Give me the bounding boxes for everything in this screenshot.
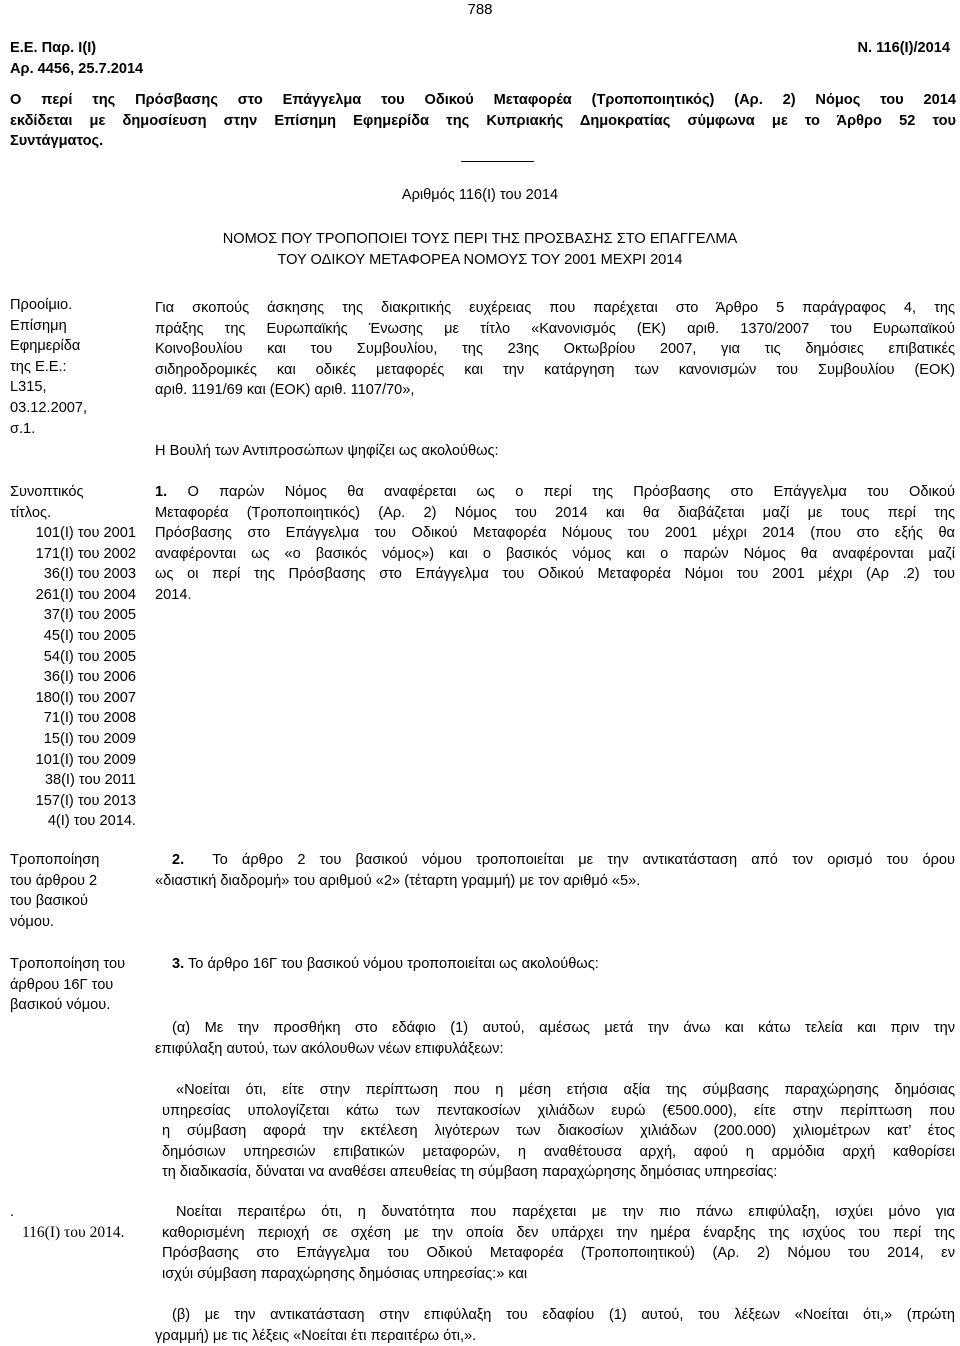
margin-note-line: Εφημερίδα [10, 338, 81, 355]
body-line: γραμμή) με τις λέξεις «Νοείται έτι περαιτέρω ότι,». [155, 1327, 477, 1344]
law-list-item: 15(Ι) του 2009 [43, 730, 136, 747]
margin-note-line: άρθρου 16Γ του [10, 976, 114, 993]
body-line: η σύμβαση αφορά την εκτέλεση λιγότερων των διακοσίων χιλιάδων (200.000) χιλιομέτρων κατ’ έτος [162, 1123, 955, 1140]
margin-note-line: νόμου. [10, 913, 54, 930]
body-line: Μεταφορέα (Τροποποιητικός) (Αρ. 2) Νόμος του 2014 και θα διαβάζεται μαζί με τους περί της [155, 504, 955, 521]
section-2-cont [155, 871, 955, 892]
page-number: 788 [467, 1, 493, 18]
law-list-item: 37(Ι) του 2005 [43, 607, 136, 624]
margin-note-line: Επίσημη [10, 317, 67, 334]
law-list-item: 54(Ι) του 2005 [43, 648, 136, 665]
body-line: αριθ. 1191/69 και (ΕΟΚ) αριθ. 1107/70», [155, 382, 415, 399]
body-line [172, 954, 955, 975]
enactment-formula: Η Βουλή των Αντιπροσώπων ψηφίζει ως ακολούθως: [155, 443, 499, 459]
law-title [0, 229, 960, 270]
inserted-proviso-1 [162, 1080, 955, 1183]
law-list-item: 71(Ι) του 2008 [43, 710, 136, 727]
margin-dot: . [10, 1204, 15, 1220]
margin-note-line: Προοίμιο. [10, 297, 73, 313]
inserted-proviso-2 [162, 1202, 955, 1284]
body-line: «Νοείται ότι, είτε στην περίπτωση που η μέση ετήσια αξία της σύμβασης παραχώρησης δημόσιας [176, 1082, 955, 1098]
separator-rule [461, 161, 534, 162]
law-title-line: ΝΟΜΟΣ ΠΟΥ ΤΡΟΠΟΠΟΙΕΙ ΤΟΥΣ ΠΕΡΙ ΤΗΣ ΠΡΟΣΒΑΣΗΣ ΣΤΟ ΕΠΑΓΓΕΛΜΑ [222, 231, 738, 247]
law-number: Αριθμός 116(Ι) του 2014 [401, 187, 559, 203]
section-2-text: Το άρθρο 2 του βασικού νόμου τροποποιείται με την αντικατάσταση από τον ορισμό του όρου [212, 852, 955, 868]
law-list-item: 38(Ι) του 2011 [44, 772, 136, 789]
body-line: Πρόσβασης στο Επάγγελμα του Οδικού Μεταφορέα (Τροποποιητικού) (Αρ. 2) Νόμου του 2014, εν [162, 1245, 955, 1262]
body-line: (β) με την αντικατάσταση στην επιφύλαξη του εδαφίου (1) αυτού, του λέξεων «Νοείται ότι,» (πρώτη [172, 1307, 955, 1323]
intro-line: Ο περί της Πρόσβασης στο Επάγγελμα του Οδικού Μεταφορέα (Τροποποιητικός) (Αρ. 2) Νόμος του 2014 [10, 92, 956, 108]
body-line: καθορισμένη περιοχή σε σχέση με την οποία δεν υπάρχει την ημέρα έναρξης της ισχύος του περί της [162, 1224, 955, 1241]
margin-note-line: L315, [10, 379, 47, 396]
margin-note-line: της Ε.Ε.: [10, 358, 67, 375]
body-line: ισχύι σύμβαση παραχώρησης δημόσιας υπηρεσίας:» και [162, 1265, 528, 1282]
gazette-part: Ε.Ε. Παρ. Ι(Ι) [10, 40, 97, 56]
margin-note-line: 03.12.2007, [10, 399, 88, 416]
law-list-item: 45(Ι) του 2005 [43, 627, 136, 644]
intro-line: Συντάγματος. [10, 133, 104, 150]
gazette-header [10, 38, 143, 79]
law-list-item: 157(Ι) του 2013 [35, 792, 136, 809]
promulgation-notice [10, 90, 956, 152]
margin-note-law-list [10, 523, 136, 832]
margin-note-line: Συνοπτικός [10, 484, 84, 500]
section-number: 2. [172, 852, 185, 868]
margin-note-line: του άρθρου 2 [10, 872, 98, 889]
body-line: υπηρεσίας υπολογίζεται κάτω των πεντακοσίων χιλιάδων ευρώ (€500.000), είτε στην περίπτωση που [162, 1102, 955, 1119]
body-line: «διαστική διαδρομή» του αριθμού «2» (τέταρτη γραμμή) με τον αριθμό «5». [155, 873, 641, 889]
law-list-item: 101(Ι) του 2009 [35, 751, 136, 768]
body-line: δημόσιων υπηρεσιών επιβατικών μεταφορών, η αναθέτουσα αρχή, αφού η αρμόδια αρχή καθορίσει [162, 1143, 955, 1160]
margin-note-line: Τροποποίηση [10, 852, 100, 868]
subparagraph-a [155, 1018, 955, 1059]
section-3 [172, 954, 955, 975]
body-line [172, 850, 955, 871]
intro-line: εκδίδεται με δημοσίευση στην Επίσημη Εφημερίδα της Κυπριακής Δημοκρατίας σύμφωνα με το Άρθρο 52 του [10, 112, 956, 129]
law-list-item: 180(Ι) του 2007 [35, 689, 136, 706]
section-number: 1. [155, 484, 168, 500]
body-line [155, 482, 955, 503]
section-number: 3. [172, 956, 185, 972]
gazette-issue-date: Αρ. 4456, 25.7.2014 [10, 60, 144, 77]
body-line: τη διαδικασία, δύναται να αναθέσει απευθείας τη σύμβαση παραχώρησης δημόσιας υπηρεσίας: [162, 1164, 778, 1181]
margin-note-short-title [10, 482, 148, 523]
body-line: αναφέρονται ως «ο βασικός νόμος») και ο βασικός νόμος και ο παρών Νόμος θα αναφέρονται μαζί [155, 545, 955, 562]
body-line: επιφύλαξη αυτού, των ακόλουθων νέων επιφυλάξεων: [155, 1040, 504, 1057]
law-list-item: 36(Ι) του 2006 [43, 669, 136, 686]
margin-note-amend-section-16g [10, 954, 148, 1016]
preamble-text [155, 298, 955, 401]
margin-note-preamble [10, 295, 148, 439]
law-list-item: 4(Ι) του 2014. [47, 813, 136, 830]
section-3-text: Το άρθρο 16Γ του βασικού νόμου τροποποιείται ως ακολούθως: [187, 956, 599, 972]
law-list-item: 261(Ι) του 2004 [35, 586, 136, 603]
margin-note-line: Τροποποίηση του [10, 956, 126, 972]
body-line: Νοείται περαιτέρω ότι, η δυνατότητα που παρέχεται με την πιο πάνω επιφύλαξη, ισχύει μόνο για [176, 1204, 955, 1220]
margin-note-line: βασικού νόμου. [10, 997, 111, 1014]
margin-note-line: τίτλος. [10, 504, 52, 521]
section-1 [155, 482, 955, 606]
section-1-text: Ο παρών Νόμος θα αναφέρεται ως ο περί της Πρόσβασης στο Επάγγελμα του Οδικού [187, 484, 955, 500]
margin-note-amend-section-2 [10, 850, 148, 932]
body-line: Πρόσβασης στο Επάγγελμα του Οδικού Μεταφορέα Νόμους του 2001 μέχρι 2014 (που στο εξής θα [155, 525, 955, 542]
law-list-item: 171(Ι) του 2002 [35, 545, 136, 562]
body-line: (α) Με την προσθήκη στο εδάφιο (1) αυτού, αμέσως μετά την άνω και κάτω τελεία και πριν την [172, 1020, 955, 1036]
margin-note-line: σ.1. [10, 420, 36, 437]
body-line: Για σκοπούς άσκησης της διακριτικής ευχέρειας που παρέχεται στο Άρθρο 5 παράγραφος 4, της [155, 300, 955, 316]
body-line: σιδηροδρομικές και οδικές μεταφορές και την κατάργηση των κανονισμών του Συμβουλίου (ΕΟΚ) [155, 361, 955, 378]
body-line: ως οι περί της Πρόσβασης στο Επάγγελμα του Οδικού Μεταφορέα Νόμοι του 2001 μέχρι (Αρ .2) του [155, 566, 955, 583]
law-reference-header: Ν. 116(Ι)/2014 [857, 40, 950, 56]
section-2 [172, 850, 955, 871]
margin-note-line: του βασικού [10, 893, 89, 910]
body-line: 2014. [155, 586, 192, 603]
law-list-item: 101(Ι) του 2001 [35, 525, 136, 541]
subparagraph-b [155, 1305, 955, 1346]
body-line: πράξης της Ευρωπαϊκής Ένωσης με τίτλο «Κανονισμός (ΕΚ) αριθ. 1370/2007 του Ευρωπαϊκού [155, 320, 955, 337]
law-title-line: ΤΟΥ ΟΔΙΚΟΥ ΜΕΤΑΦΟΡΕΑ ΝΟΜΟΥΣ ΤΟΥ 2001 ΜΕΧΡΙ 2014 [277, 251, 683, 268]
law-list-item: 36(Ι) του 2003 [43, 566, 136, 583]
body-line: Κοινοβουλίου και του Συμβουλίου, της 23ης Οκτωβρίου 2007, για τις δημόσιες επιβατικές [155, 341, 955, 358]
margin-note-law-ref: 116(Ι) του 2014. [22, 1224, 125, 1241]
